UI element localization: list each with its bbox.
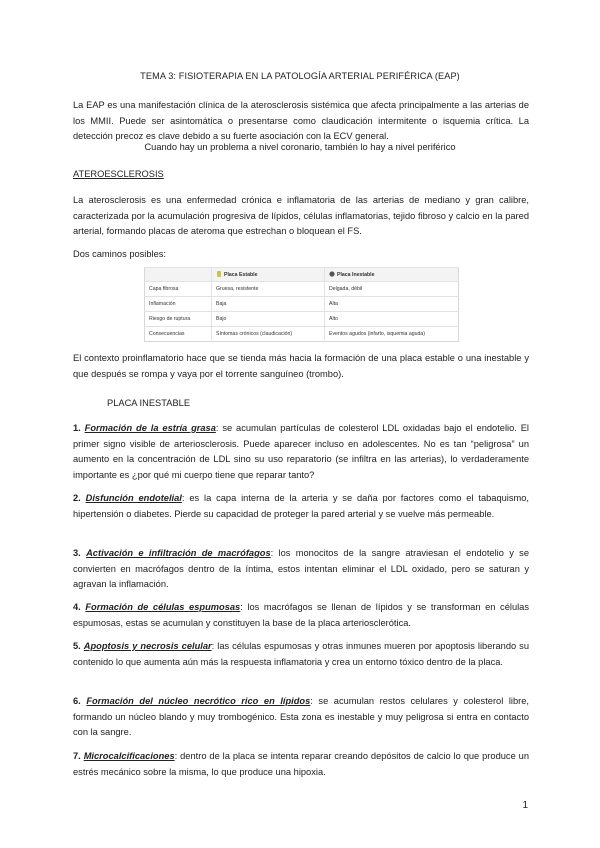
step-number: 6. <box>73 696 81 706</box>
step-6 <box>73 694 529 741</box>
unstable-plaque-icon <box>329 271 335 277</box>
table-row <box>145 282 459 297</box>
stable-plaque-header: Placa Estable <box>224 272 258 278</box>
table-cell: Gruesa, resistente <box>212 282 325 297</box>
step-number: 4. <box>73 602 81 612</box>
step-7 <box>73 749 529 780</box>
context-paragraph: El contexto proinflamatorio hace que se tienda más hacia la formación de una placa estable o una inestable y que después se rompa y vaya por el torrente sanguíneo (trombo). <box>73 353 529 379</box>
step-3 <box>73 546 529 593</box>
table-cell: Inflamación <box>145 297 212 312</box>
two-paths-label: Dos caminos posibles: <box>73 249 167 259</box>
plaque-comparison-table <box>144 267 459 342</box>
step-term: Apoptosis y necrosis celular <box>83 641 212 651</box>
table-header-cell <box>212 268 325 282</box>
step-text: : dentro de la placa se intenta reparar creando depósitos de calcio lo que produce un estrés mecánico sobre la misma, lo que produce una hipoxia. <box>73 751 529 777</box>
step-text: : los monocitos de la sangre atraviesan el endotelio y se convierten en macrófagos dentro de la íntima, estos intentan eliminar el LDL oxidado, pero se saturan y agravan la inflamación. <box>73 548 529 590</box>
step-term: Formación de células espumosas <box>85 602 241 612</box>
step-number: 2. <box>73 493 81 503</box>
section-heading: ATEROESCLEROSIS <box>73 169 164 179</box>
table-cell: Riesgo de ruptura <box>145 312 212 327</box>
table-row <box>145 297 459 312</box>
step-text: : las células espumosas y otras inmunes mueren por apoptosis liberando su contenido lo que aumenta aún más la respuesta inflamatoria y crea un entorno tóxico dentro de la placa. <box>73 641 529 667</box>
table-cell: Bajo <box>212 312 325 327</box>
stable-plaque-icon <box>216 271 222 277</box>
intro-paragraph: La EAP es una manifestación clínica de la aterosclerosis sistémica que afecta principalmente a las arterias de los MMII. Puede ser asintomática o presentarse como claudicación intermitente o isquemia crítica. La detección precoz es clave debido a su fuerte asociación con la ECV general. <box>73 100 529 142</box>
step-text: : los macrófagos se llenan de lípidos y se transforman en células espumosas, estas se acumulan y constituyen la base de la placa arteriosclerótica. <box>73 602 529 628</box>
table-header-cell <box>325 268 459 282</box>
table-cell: Alta <box>325 297 459 312</box>
table-cell: Alto <box>325 312 459 327</box>
table-header-cell <box>145 268 212 282</box>
document-title: TEMA 3: FISIOTERAPIA EN LA PATOLOGÍA ARTERIAL PERIFÉRICA (EAP) <box>140 71 460 81</box>
step-term: Disfunción endotelial <box>85 493 182 503</box>
table-cell: Eventos agudos (infarto, isquemia aguda) <box>325 327 459 342</box>
table-cell: Capa fibrosa <box>145 282 212 297</box>
step-term: Formación de la estría grasa <box>84 423 216 433</box>
table-cell: Delgada, débil <box>325 282 459 297</box>
step-number: 3. <box>73 548 81 558</box>
step-number: 7. <box>73 751 81 761</box>
table-cell: Baja <box>212 297 325 312</box>
unstable-plaque-header: Placa Inestable <box>337 272 375 278</box>
page-number: 1 <box>522 800 528 811</box>
step-term: Formación del núcleo necrótico rico en lípidos <box>86 696 311 706</box>
table-row <box>145 327 459 342</box>
step-text: : se acumulan partículas de colesterol LDL oxidadas bajo el endotelio. El primer signo visible de arteriosclerosis. Puede aparecer incluso en adolescentes. No es tan “peligrosa” un aumento en la concentración de LDL sino su uso reparatorio (se infiltra en las arterias), lo verdaderamente importante es ¿por qué mi cuerpo tiene que reparar tanto? <box>73 423 529 480</box>
step-term: Microcalcificaciones <box>83 751 175 761</box>
table-header-row <box>145 268 459 282</box>
intro-center-line: Cuando hay un problema a nivel coronario, también lo hay a nivel periférico <box>144 142 456 152</box>
step-text: : es la capa interna de la arteria y se daña por factores como el tabaquismo, hipertensión o diabetes. Pierde su capacidad de proteger la pared arterial y se vuelve más permeable. <box>73 493 530 519</box>
definition-paragraph: La aterosclerosis es una enfermedad crónica e inflamatoria de las arterias de mediano y gran calibre, caracterizada por la acumulación progresiva de lípidos, células inflamatorias, tejido fibroso y calcio en la pared arterial, formando placas de ateroma que estrechan o bloquean el FS. <box>73 195 529 237</box>
table-cell: Consecuencias <box>145 327 212 342</box>
table-row <box>145 312 459 327</box>
step-2 <box>73 491 529 522</box>
table-cell: Síntomas crónicos (claudicación) <box>212 327 325 342</box>
step-number: 1. <box>73 423 81 433</box>
step-term: Activación e infiltración de macrófagos <box>86 548 271 558</box>
step-text: : se acumulan restos celulares y colesterol libre, formando un núcleo blando y muy trombogénico. Esta zona es inestable y muy peligrosa si entra en contacto con la sangre. <box>73 696 529 738</box>
step-1 <box>73 421 529 483</box>
step-number: 5. <box>73 641 81 651</box>
step-5 <box>73 639 529 670</box>
step-4 <box>73 600 529 631</box>
subsection-heading: PLACA INESTABLE <box>107 398 191 408</box>
